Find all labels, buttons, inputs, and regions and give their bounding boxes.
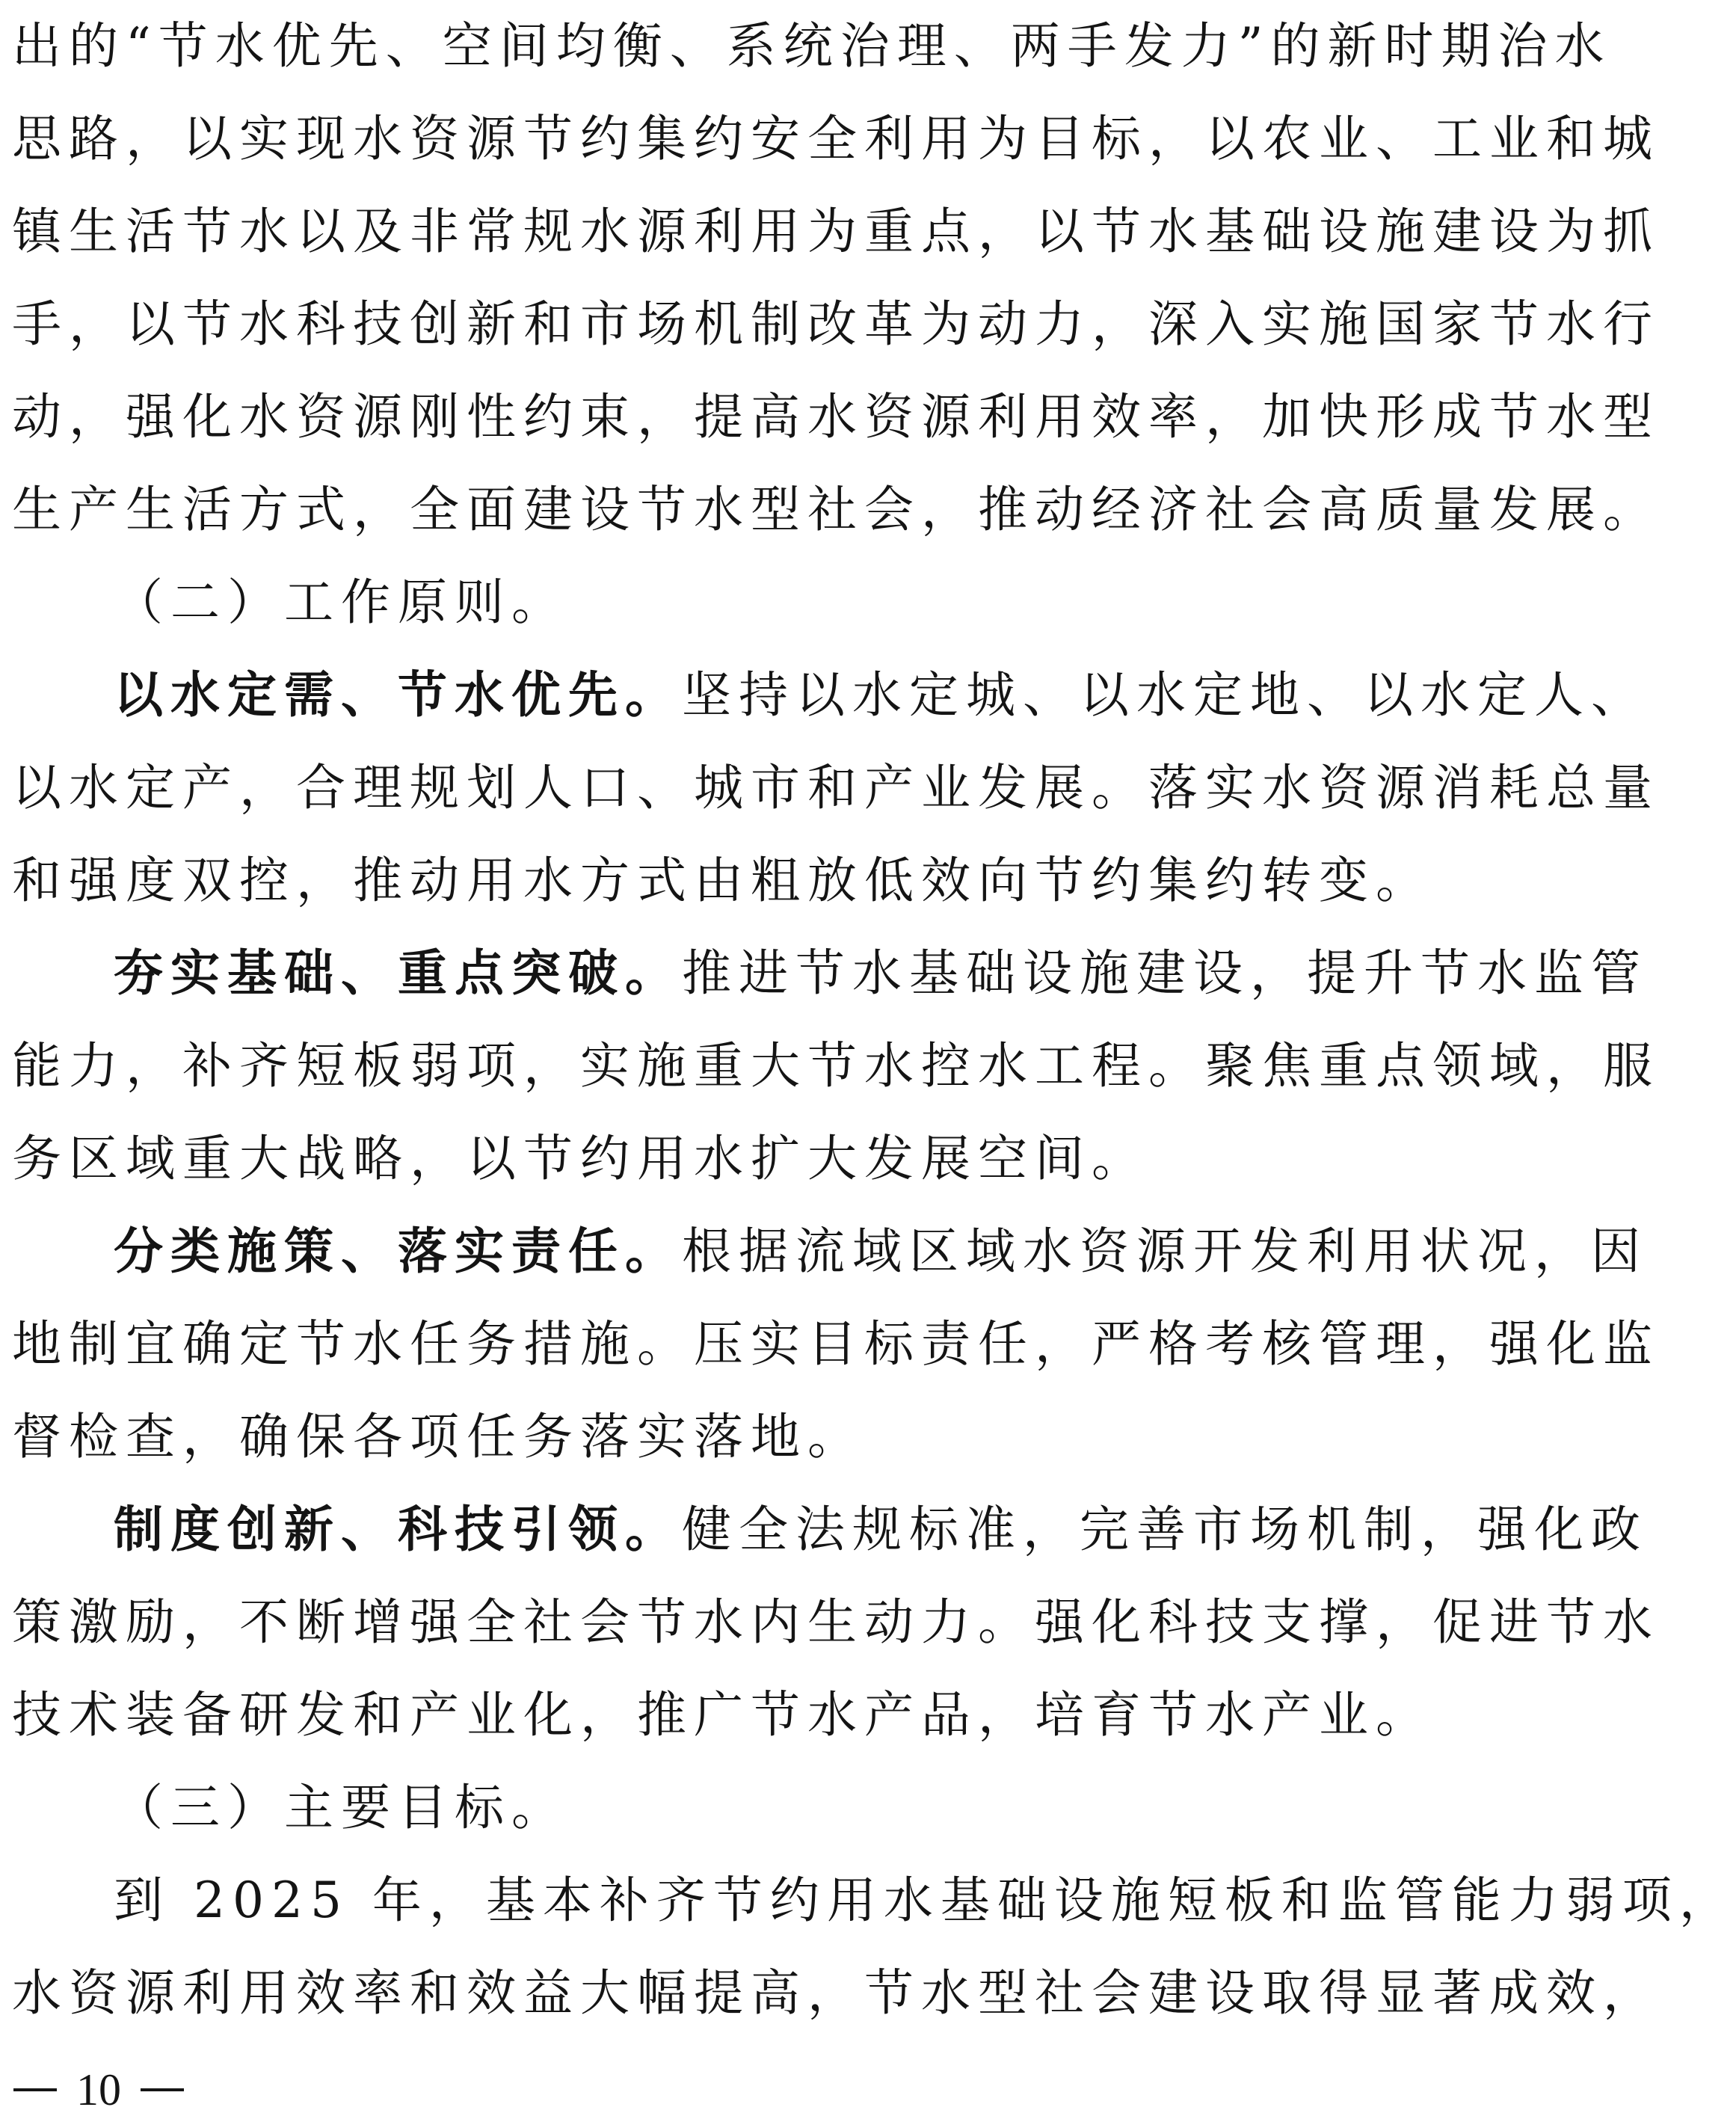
principle-3-text: 根据流域区域水资源开发利用状况，因 xyxy=(682,1222,1648,1280)
document-body xyxy=(12,0,1736,2040)
principle-3-first-line xyxy=(12,1205,1648,1298)
text-line: 策激励，不断增强全社会节水内生动力。强化科技支撑，促进节水 xyxy=(12,1593,1660,1651)
principle-1-title: 以水定需、节水优先。 xyxy=(114,666,682,724)
footer-dash-left xyxy=(13,2088,57,2091)
principle-1-first-line xyxy=(12,649,1648,742)
footer-dash-right xyxy=(141,2088,184,2091)
target-line: 到 2025 年，基本补齐节约用水基础设施短板和监管能力弱项， xyxy=(114,1872,1736,1929)
principle-3-title: 分类施策、落实责任。 xyxy=(114,1222,682,1280)
text-line: 思路，以实现水资源节约集约安全利用为目标，以农业、工业和城 xyxy=(12,110,1660,167)
text-line: 出的“节水优先、空间均衡、系统治理、两手发力”的新时期治水 xyxy=(12,17,1612,75)
text-line: 技术装备研发和产业化，推广节水产品，培育节水产业。 xyxy=(12,1686,1432,1744)
text-line: 能力，补齐短板弱项，实施重大节水控水工程。聚焦重点领域，服 xyxy=(12,1037,1660,1095)
section-heading-main-targets: （三）主要目标。 xyxy=(114,1779,568,1836)
text-line: 地制宜确定节水任务措施。压实目标责任，严格考核管理，强化监 xyxy=(12,1315,1660,1373)
page-footer xyxy=(13,2064,184,2116)
text-line: 督检查，确保各项任务落实落地。 xyxy=(12,1408,864,1465)
principle-4-first-line xyxy=(12,1483,1648,1576)
page-number: 10 xyxy=(76,2065,121,2115)
text-line: 手，以节水科技创新和市场机制改革为动力，深入实施国家节水行 xyxy=(12,295,1660,353)
principle-1-text: 坚持以水定城、以水定地、以水定人、 xyxy=(682,666,1648,724)
principle-2-first-line xyxy=(12,927,1648,1020)
text-line: 务区域重大战略，以节约用水扩大发展空间。 xyxy=(12,1130,1148,1187)
principle-2-text: 推进节水基础设施建设，提升节水监管 xyxy=(682,944,1648,1002)
text-line: 镇生活节水以及非常规水源利用为重点，以节水基础设施建设为抓 xyxy=(12,203,1660,260)
text-line: 以水定产，合理规划人口、城市和产业发展。落实水资源消耗总量 xyxy=(12,759,1660,816)
text-line: 生产生活方式，全面建设节水型社会，推动经济社会高质量发展。 xyxy=(12,481,1660,538)
section-heading-work-principles: （二）工作原则。 xyxy=(114,573,568,631)
text-line: 动，强化水资源刚性约束，提高水资源利用效率，加快形成节水型 xyxy=(12,388,1660,446)
principle-4-text: 健全法规标准，完善市场机制，强化政 xyxy=(682,1501,1648,1558)
target-line: 水资源利用效率和效益大幅提高，节水型社会建设取得显著成效， xyxy=(12,1964,1660,2022)
text-line: 和强度双控，推动用水方式由粗放低效向节约集约转变。 xyxy=(12,852,1432,909)
principle-4-title: 制度创新、科技引领。 xyxy=(114,1501,682,1558)
principle-2-title: 夯实基础、重点突破。 xyxy=(114,944,682,1002)
